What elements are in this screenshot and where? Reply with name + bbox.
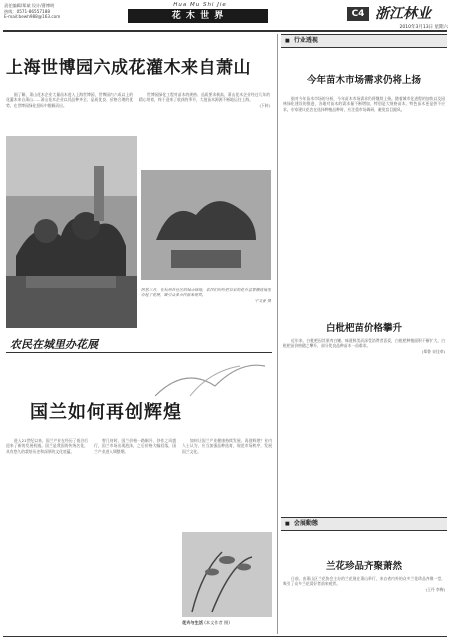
orchid-photo-caption-title: 花卉与生活 — [182, 620, 203, 625]
lead-headline: 上海世博园六成花灌木来自萧山 — [6, 58, 251, 78]
photo1-caption-title: 农民在城里办花展 — [10, 338, 98, 351]
section-title: 花 木 世 界 — [171, 11, 225, 21]
article-a-title: 今年苗木市场需求仍将上扬 — [306, 75, 421, 86]
bonsai-exhibition-photo — [6, 136, 137, 328]
photo1-caption — [141, 287, 271, 331]
article-b-text: 近年来，白枇杷因其果肉白嫩、味道鲜美而深受消费者喜爱，白枇杷种植面积不断扩大，白枇杷苗价格随之攀升，部分优良品种苗木一苗难求。 — [283, 338, 445, 349]
column-divider — [277, 34, 278, 634]
lead-col-2-text: 世博园绿化工程对苗木的规格、品质要求极高，萧山花木企业经过几年的精心培育，终于迎来了收获的季节，大批苗木源源不断地运往上海。 — [139, 92, 270, 103]
masthead-hotline: 热线：0571-86557188 — [4, 8, 51, 14]
orchid-col-3 — [182, 438, 272, 528]
lead-col-2 — [139, 92, 270, 132]
article-c-body — [283, 576, 445, 634]
article-c-byline: (王丹 李梅) — [425, 586, 445, 592]
section-expo-label: 会展動態 — [293, 520, 318, 527]
section-industry-label: 行业透视 — [293, 37, 318, 44]
orchid-photo-art — [182, 532, 272, 617]
orchid-headline: 国兰如何再创辉煌 — [30, 402, 182, 423]
lead-byline: (下转) — [259, 102, 270, 108]
page-number: C4 — [351, 9, 365, 19]
section-banner — [128, 9, 268, 23]
page-bottom-rule — [3, 636, 447, 637]
article-b-byline: (郑鲁 宋佳奉) — [421, 348, 445, 354]
masthead-rule — [3, 30, 447, 32]
lead-col-1 — [6, 92, 133, 132]
article-c-title: 兰花珍品齐聚萧然 — [325, 561, 402, 572]
orchid-photo — [182, 532, 272, 617]
article-a-body — [283, 96, 445, 296]
paper-name: 浙江林业 — [375, 6, 431, 22]
lead-bottom-rule — [6, 352, 272, 353]
issue-date: 2010年3月13日 星期六 — [399, 25, 448, 30]
section-pinyin: Hua Mu Shi Jie — [173, 2, 227, 8]
bonsai-closeup-art — [141, 170, 271, 280]
orchid-col-2-text: 曾几何时，国兰价格一路飙升，炒作之风盛行，国兰市场出现泡沫，之后价格大幅回落，国兰产业进入调整期。 — [94, 438, 176, 454]
section-expo-header — [281, 517, 447, 531]
bonsai-closeup-photo — [141, 170, 271, 280]
article-a-text: 据对今年苗木市场的分析，今年苗木市场需求仍将继续上扬。随着城市化进程的加快以及园林绿化建设的推进，各地对苗木的需求量不断增加，特别是大规格苗木、特色苗木更是供不应求。专家建议花农在选择种植品种时，应注重市场调研，避免盲目跟风。 — [283, 96, 445, 112]
section-industry-header — [281, 34, 447, 48]
masthead-email: E-mail:bewh988@163.com — [4, 14, 61, 20]
orchid-col-1-text: 进入21世纪以来，国兰产业在经历了低谷后迎来了新的发展机遇。国兰是我国的传统名花，具有悠久的栽培历史和深厚的文化底蕴。 — [6, 438, 88, 454]
orchid-col-2 — [94, 438, 176, 634]
masthead-editor-line: 责任编辑/郑斌 设计/曹博明 — [4, 3, 55, 8]
photo1-credit: 宁文要 摄 — [254, 297, 271, 303]
lead-col-1-text: 据了解，萧山花木企业大量苗木进入上海世博园，世博园内六成以上的花灌木来自萧山……萧山花木企业以其品种齐全、品质优良、价格合理的优势，在世博园绿化招标中脱颖而出。 — [6, 92, 133, 108]
article-b-body — [283, 338, 445, 466]
page-number-badge — [347, 7, 369, 21]
photo1-caption-text: 阿基三月，在杭州各社区的城市绿地，农民们纷纷把自家的花卉盆景搬进城里办起了花展，吸引众多市民前来观赏。 — [141, 287, 271, 298]
article-c-text: 日前，由萧山区兰花协会主办的兰花展在萧山举行，来自省内外的众多兰花珍品齐聚一堂，吸引了众多兰花爱好者前来观赏。 — [283, 576, 445, 587]
orchid-col-1 — [6, 438, 88, 634]
orchid-photo-credit: (本文作者 摄) — [204, 620, 230, 625]
masthead-contact — [4, 3, 124, 20]
orchid-photo-caption — [182, 620, 272, 626]
article-b-title: 白枇杷苗价格攀升 — [325, 323, 402, 334]
orchid-col-3-text: 如何让国兰产业健康持续发展，再创辉煌？业内人士认为，应当加强品种选育，规范市场秩序，发展国兰文化。 — [182, 438, 272, 454]
bonsai-photo-art — [6, 136, 137, 328]
orchid-decoration — [150, 358, 270, 398]
